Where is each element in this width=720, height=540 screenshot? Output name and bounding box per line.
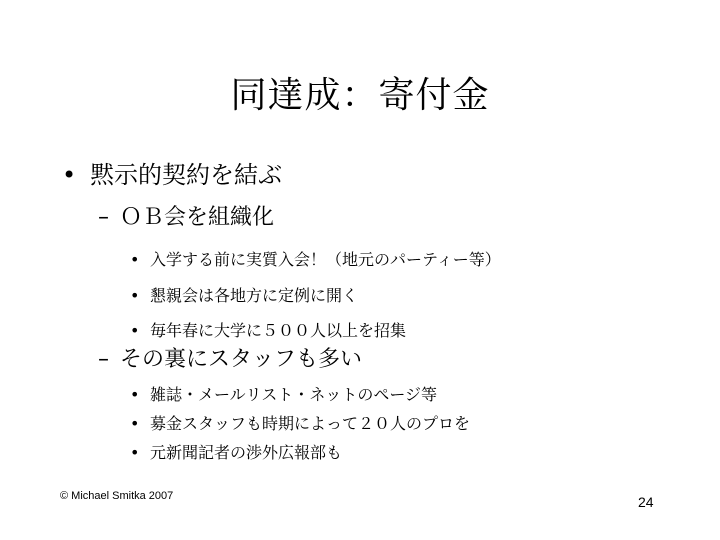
slide-title: 同達成：寄付金 <box>230 75 490 116</box>
subheading-text: ＯＢ会を組織化 <box>120 205 275 230</box>
footer-copyright: © Michael Smitka 2007 <box>60 490 174 502</box>
list-item <box>130 285 358 307</box>
dash-icon: – <box>98 347 109 372</box>
list-item <box>130 249 501 271</box>
bullet-icon: • <box>130 321 140 340</box>
bullet-text: 黙示的契約を結ぶ <box>90 161 282 189</box>
list-item <box>130 413 470 435</box>
bullet-icon: • <box>130 414 140 433</box>
bullet-icon: • <box>62 161 77 189</box>
list-item <box>130 442 342 464</box>
bullet-icon: • <box>130 385 140 404</box>
list-item <box>130 320 406 342</box>
list-item-text: 毎年春に大学に５００人以上を招集 <box>150 321 407 340</box>
subheading-ob-association <box>98 204 274 232</box>
subheading-staff <box>98 346 362 374</box>
bullet-icon: • <box>130 250 140 269</box>
bullet-icon: • <box>130 443 140 462</box>
bullet-icon: • <box>130 286 140 305</box>
list-item-text: 入学する前に実質入会！（地元のパーティー等） <box>150 250 501 269</box>
list-item-text: 雑誌・メールリスト・ネットのページ等 <box>150 385 438 404</box>
list-item-text: 募金スタッフも時期によって２０人のプロを <box>150 414 471 433</box>
list-item-text: 元新聞記者の渉外広報部も <box>150 443 343 462</box>
page-number: 24 <box>638 494 654 510</box>
list-item-text: 懇親会は各地方に定例に開く <box>150 286 359 305</box>
bullet-level1 <box>62 160 282 190</box>
subheading-text: その裏にスタッフも多い <box>120 347 363 372</box>
dash-icon: – <box>98 205 109 230</box>
list-item <box>130 384 437 406</box>
